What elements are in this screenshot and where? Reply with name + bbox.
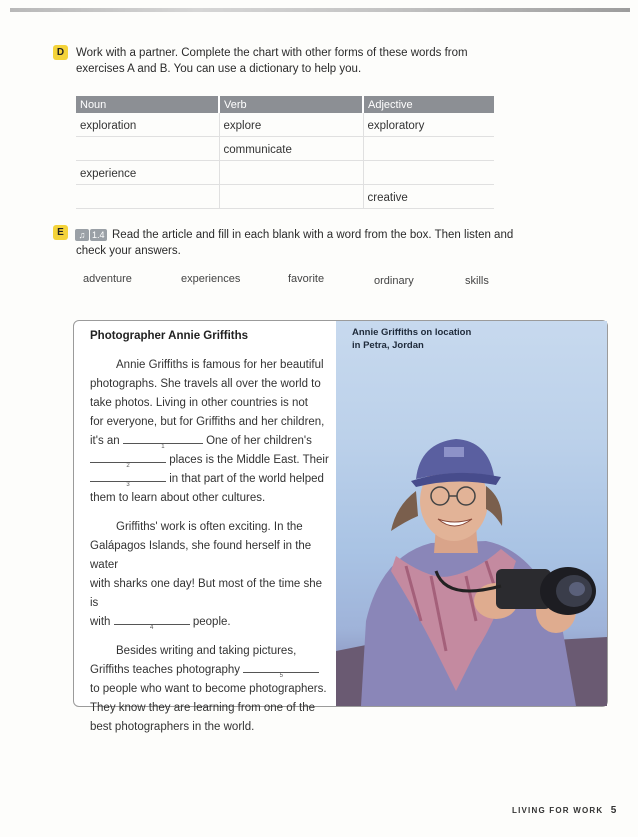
article-paragraph-2 <box>90 518 330 632</box>
section-d-instruction-line1: Work with a partner. Complete the chart with other forms of these words from <box>76 47 468 59</box>
article-panel <box>73 320 608 733</box>
text-line: best photographers in the world. <box>90 721 255 733</box>
page-footer <box>512 805 618 816</box>
audio-track-label: 1.4 <box>92 230 105 240</box>
text-fragment: Griffiths teaches photography <box>90 664 241 676</box>
table-cell[interactable] <box>219 185 363 209</box>
table-row <box>76 161 494 185</box>
text-line: with sharks one day! But most of the time she is <box>90 578 323 609</box>
section-e-instruction <box>76 228 513 259</box>
word-box-item: experiences <box>181 273 241 285</box>
table-cell[interactable] <box>219 161 363 185</box>
table-cell[interactable] <box>76 185 219 209</box>
section-d-badge: D <box>53 45 68 60</box>
top-edge-strip <box>10 8 630 12</box>
text-line: for everyone, but for Griffiths and her children, <box>90 416 325 428</box>
table-row <box>76 113 494 137</box>
chart-header-row <box>76 96 494 113</box>
caption-line: in Petra, Jordan <box>352 339 424 351</box>
photo-caption <box>352 327 492 352</box>
text-line: They know they are learning from one of the <box>90 702 316 714</box>
header-adjective: Adjective <box>363 96 494 113</box>
text-line: them to learn about other cultures. <box>90 492 266 504</box>
section-d-instruction <box>76 46 468 77</box>
blank-number: 5 <box>279 673 283 679</box>
table-cell[interactable]: explore <box>219 113 363 137</box>
blank-1[interactable] <box>123 432 203 450</box>
table-cell[interactable] <box>76 137 219 161</box>
table-cell[interactable]: experience <box>76 161 219 185</box>
text-line <box>90 470 330 489</box>
table-cell[interactable] <box>363 161 494 185</box>
section-d-instruction-line2: exercises A and B. You can use a dictionary to help you. <box>76 62 362 75</box>
blank-4[interactable] <box>114 613 190 631</box>
footer-section-title: LIVING FOR WORK <box>512 806 604 815</box>
text-line <box>90 661 330 680</box>
photographer-photo <box>336 321 607 706</box>
blank-2[interactable] <box>90 451 166 469</box>
table-cell[interactable]: exploratory <box>363 113 494 137</box>
text-line <box>90 613 330 632</box>
word-box-item: favorite <box>288 273 325 285</box>
header-verb: Verb <box>219 96 363 113</box>
table-cell[interactable]: exploration <box>76 113 219 137</box>
word-box-item: ordinary <box>374 275 414 287</box>
table-cell[interactable]: communicate <box>219 137 363 161</box>
text-line: Annie Griffiths is famous for her beautiful <box>116 359 324 371</box>
text-fragment: it's an <box>90 435 120 447</box>
blank-3[interactable] <box>90 470 166 488</box>
text-line <box>90 432 330 451</box>
word-box <box>78 273 498 289</box>
text-fragment: places is the Middle East. Their <box>169 454 329 466</box>
table-row <box>76 137 494 161</box>
table-cell[interactable] <box>363 137 494 161</box>
word-forms-chart <box>76 96 494 209</box>
article-text <box>90 321 330 737</box>
word-box-item: adventure <box>83 273 132 285</box>
text-line: Besides writing and taking pictures, <box>116 645 297 657</box>
text-fragment: in that part of the world helped <box>169 473 324 485</box>
blank-number: 4 <box>149 625 154 631</box>
text-line <box>90 451 330 470</box>
article-title: Photographer Annie Griffiths <box>90 330 249 342</box>
section-e-instruction-line1: Read the article and fill in each blank with a word from the box. Then listen and <box>112 229 514 241</box>
caption-line: Annie Griffiths on location <box>352 327 472 338</box>
text-fragment: One of her children's <box>206 435 312 447</box>
photo-illustration <box>336 321 607 706</box>
text-fragment: people. <box>192 616 231 628</box>
text-line: Galápagos Islands, she found herself in the water <box>90 540 312 571</box>
table-row <box>76 185 494 209</box>
article-paragraph-3 <box>90 642 330 737</box>
table-cell[interactable]: creative <box>363 185 494 209</box>
text-line: to people who want to become photographers. <box>90 683 327 695</box>
text-line: Griffiths' work is often exciting. In the <box>116 521 303 533</box>
text-fragment: with <box>90 616 111 628</box>
blank-number: 1 <box>161 444 165 450</box>
blank-5[interactable] <box>243 661 319 679</box>
blank-number: 3 <box>126 482 130 488</box>
word-box-item: skills <box>465 275 489 287</box>
header-noun: Noun <box>76 96 219 113</box>
blank-number: 2 <box>126 463 130 469</box>
section-e-instruction-line2: check your answers. <box>76 244 181 257</box>
section-e-badge: E <box>53 225 68 240</box>
text-line: photographs. She travels all over the world to <box>90 378 321 390</box>
audio-icon[interactable]: ♫ <box>75 229 89 241</box>
text-line: take photos. Living in other countries is not <box>90 397 308 409</box>
page-number: 5 <box>610 805 618 816</box>
article-paragraph-1 <box>90 356 330 508</box>
